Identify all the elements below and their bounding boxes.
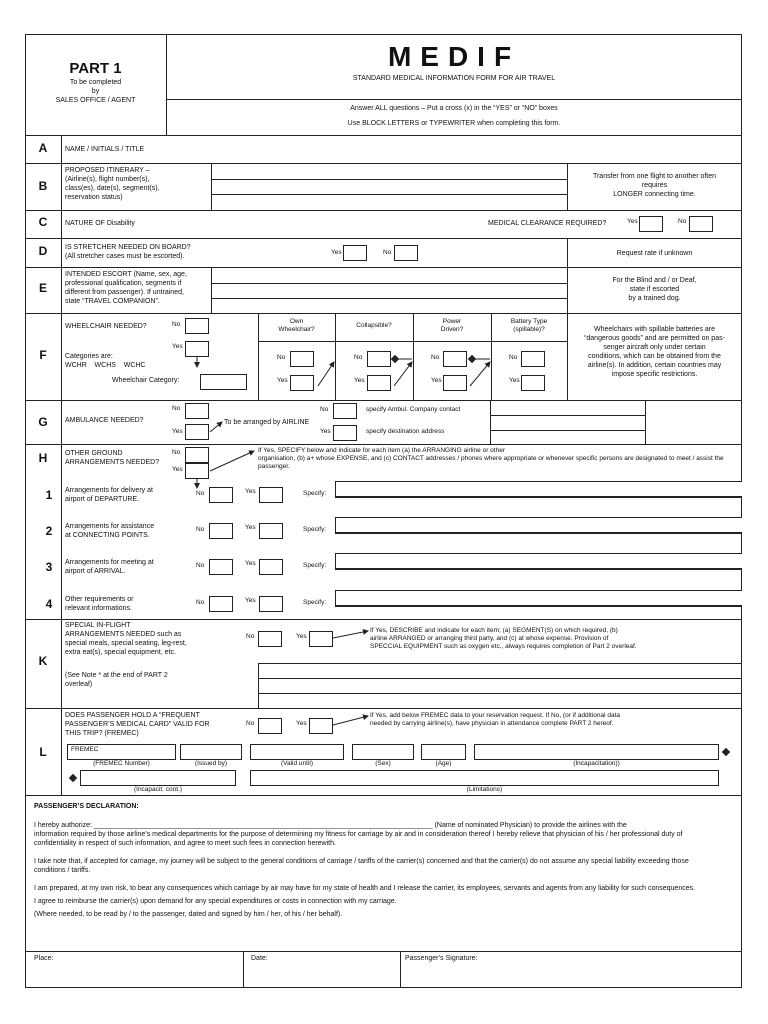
power-no-checkbox[interactable] [443, 351, 467, 367]
date-field[interactable]: Date: [251, 955, 268, 962]
declaration-carriage: I take note that, if accepted for carriage, my journey will be subject to the general conditions of carriage / tariffs of the carrier(s) concerned and that the carrier(s) do not assume any special liability exceeding those [34, 858, 689, 865]
fremec-limitations-caption: (Limitations) [466, 786, 503, 793]
categories-values: WCHR WCHS WCHC [65, 362, 146, 369]
escort-note-2: state if escorted [629, 286, 680, 293]
itinerary-label: PROPOSED ITINERARY – [65, 167, 150, 174]
battery-no-label: No [509, 354, 518, 361]
ground-no-checkbox[interactable] [185, 447, 209, 463]
ambulance-address-label: specify destination address [366, 428, 445, 435]
fremec-question-2: PASSENGER’S MEDICAL CARD” VALID FOR [65, 721, 210, 728]
inflight-label-4: extra eat(s), special equipment, etc. [65, 649, 176, 656]
itinerary-label-4: reservation status) [65, 194, 123, 201]
stretcher-yes-checkbox[interactable] [343, 245, 367, 261]
item-number: 1 [45, 488, 53, 502]
fremec-incap-cont-caption: (Incapacit. cont.) [133, 786, 183, 793]
fremec-number-caption: (FREMEC Number) [93, 760, 150, 767]
battery-note-6: impose specific restrictions. [611, 371, 698, 378]
declaration-risk: I am prepared, at my own risk, to bear any consequences which carriage by air may have for my state of health and I release the carrier, its employees, servants and agents from any liability for such consequences. [34, 885, 696, 892]
item-yes-label: Yes [245, 488, 256, 495]
item-yes-checkbox[interactable] [259, 596, 283, 612]
clearance-no-label: No [678, 218, 687, 225]
letter-k: K [38, 654, 48, 668]
inflight-label-6: overleaf) [65, 681, 93, 688]
fremec-issued-field[interactable] [180, 744, 242, 760]
inflight-note-1: If Yes, DESCRIBE and indicate for each item; (a) SEGMENT(S) on which required, (b) [370, 627, 618, 634]
letter-c: C [38, 215, 48, 229]
declaration-authorize: I hereby authorize: _______________________________________________________________________________________ (Name of nominated Physician) to provide the airlines with the [34, 822, 627, 829]
airline-arranged-label: To be arranged by AIRLINE [224, 419, 310, 426]
inflight-yes-label: Yes [296, 633, 307, 640]
stretcher-label: IS STRETCHER NEEDED ON BOARD? [65, 244, 191, 251]
clearance-no-checkbox[interactable] [689, 216, 713, 232]
item-label: Other requirements or [65, 596, 134, 603]
inflight-note-2: airline ARRANGED or arranging third party, and (c) at whose expense. Provision of [370, 635, 609, 642]
letter-d: D [38, 244, 48, 258]
battery-type-header-2: (spillable)? [513, 326, 545, 333]
item-no-label: No [196, 490, 205, 497]
ambulance-yes-label: Yes [172, 428, 183, 435]
item-label-2: relevant informations. [65, 605, 132, 612]
instruction-1: Answer ALL questions – Put a cross (x) in the “YES” or “NO” boxes [350, 105, 558, 112]
ground-yes-label: Yes [172, 466, 183, 473]
battery-no-checkbox[interactable] [521, 351, 545, 367]
declaration-authorize-3: confidentiality in respect of such information, and agree to meet such fees in connection herewith. [34, 840, 336, 847]
itinerary-note-1: Transfer from one flight to another often [592, 173, 717, 180]
name-label: NAME / INITIALS / TITLE [65, 146, 145, 153]
fremec-incapacitation-field[interactable] [474, 744, 719, 760]
escort-label-4: state “TRAVEL COMPANION”. [65, 298, 160, 305]
letter-g: G [38, 415, 48, 429]
stretcher-note: Request rate if unknown [616, 250, 693, 257]
categories-label: Categories are: [65, 353, 113, 360]
fremec-note-1: If Yes, add below FREMEC data to your reservation request. If No, (or if additional data [370, 712, 621, 719]
letter-l: L [39, 745, 47, 759]
item-no-label: No [196, 562, 205, 569]
collapsible-no-label: No [354, 354, 363, 361]
declaration-note: (Where needed, to be read by / to the passenger, dated and signed by him / her, of his / her behalf). [34, 911, 343, 918]
ambulance-company-no-label: No [320, 406, 329, 413]
inflight-label-3: special meals, special seating, leg-rest, [65, 640, 187, 647]
letter-h: H [38, 451, 48, 465]
battery-note-2: “dangerous goods” and are permitted on pas- [584, 335, 725, 342]
instruction-2: Use BLOCK LETTERS or TYPEWRITER when completing this form. [347, 120, 561, 127]
ground-no-label: No [172, 449, 181, 456]
item-yes-checkbox[interactable] [259, 559, 283, 575]
ground-note-3: passenger. [258, 463, 290, 470]
inflight-label-2: ARRANGEMENTS NEEDED such as [65, 631, 182, 638]
battery-yes-checkbox[interactable] [521, 375, 545, 391]
battery-note-5: airline(s). In addition, certain countries may [587, 362, 722, 369]
fremec-incapacitation-caption: (Incapacitation)) [573, 760, 620, 767]
part-sub2: by [91, 88, 100, 95]
item-no-checkbox[interactable] [209, 487, 233, 503]
inflight-no-label: No [246, 633, 255, 640]
ground-yes-checkbox[interactable] [185, 463, 209, 479]
clearance-label: MEDICAL CLEARANCE REQUIRED? [488, 220, 607, 227]
letter-b: B [38, 179, 48, 193]
stretcher-label-2: (All stretcher cases must be escorted). [65, 253, 185, 260]
stretcher-yes-label: Yes [331, 249, 342, 256]
item-no-checkbox[interactable] [209, 559, 233, 575]
item-specify-field[interactable] [335, 590, 742, 606]
item-specify-field[interactable] [335, 553, 742, 569]
form-subtitle: STANDARD MEDICAL INFORMATION FORM FOR AIR TRAVEL [352, 75, 556, 82]
escort-label: INTENDED ESCORT (Name, sex, age, [65, 271, 187, 278]
fremec-question: DOES PASSENGER HOLD A “FREQUENT [65, 712, 200, 719]
inflight-note-3: SPECCIAL EQUIPMENT such as oxygen etc., always requires completion of Part 2 overleaf. [370, 643, 637, 650]
fremec-valid-field[interactable] [250, 744, 344, 760]
fremec-issued-caption: (Issued by) [194, 760, 228, 767]
item-no-label: No [196, 526, 205, 533]
stretcher-no-label: No [383, 249, 392, 256]
ambulance-company-checkbox[interactable] [333, 403, 357, 419]
ambulance-no-checkbox[interactable] [185, 403, 209, 419]
form-title: MEDIF [387, 41, 521, 72]
item-specify-label: Specify: [303, 490, 327, 497]
item-specify-field[interactable] [335, 517, 742, 533]
fremec-limitations-field[interactable] [250, 770, 719, 786]
item-yes-checkbox[interactable] [259, 487, 283, 503]
own-wheelchair-header: Own [289, 318, 304, 325]
letter-a: A [38, 141, 48, 155]
item-no-label: No [196, 599, 205, 606]
own-yes-checkbox[interactable] [290, 375, 314, 391]
item-yes-label: Yes [245, 560, 256, 567]
escort-note-3: by a trained dog. [628, 295, 681, 302]
wheelchair-no-checkbox[interactable] [185, 318, 209, 334]
ambulance-label: AMBULANCE NEEDED? [65, 417, 144, 424]
item-label-2: airport of ARRIVAL. [65, 568, 126, 575]
item-specify-field[interactable] [335, 481, 742, 497]
place-field[interactable]: Place: [34, 955, 54, 962]
inflight-label: SPECIAL IN-FLIGHT [65, 622, 131, 629]
item-number: 3 [45, 560, 53, 574]
declaration-carriage-2: conditions / tariffs. [34, 867, 91, 874]
battery-note-3: senger aircraft only under certain [603, 344, 706, 351]
ground-arrangements-label: OTHER GROUND [65, 450, 123, 457]
itinerary-note-2: requires [641, 182, 668, 189]
inflight-no-checkbox[interactable] [258, 631, 282, 647]
fremec-sex-caption: (Sex) [375, 760, 391, 767]
item-label: Arrangements for assistance [65, 523, 155, 530]
item-no-checkbox[interactable] [209, 523, 233, 539]
itinerary-label-3: class(es), date(s), segment(s), [65, 185, 160, 192]
clearance-yes-checkbox[interactable] [639, 216, 663, 232]
part-sub3: SALES OFFICE / AGENT [55, 97, 136, 104]
disability-label: NATURE OF Disability [65, 220, 135, 227]
declaration-authorize-2: information required by those airline’s medical departments for the purpose of determining my fitness for carriage by air and in consideration thereof I hereby relieve that physician of his / her professional duty of [34, 831, 683, 838]
collapsible-header: Collapsible? [356, 322, 392, 329]
fremec-age-caption: (Age) [435, 760, 452, 767]
wheelchair-yes-label: Yes [172, 343, 183, 350]
fremec-sex-field[interactable] [352, 744, 414, 760]
part-sub1: To be completed [69, 79, 122, 86]
ambulance-company-label: specify Ambul. Company contact [366, 406, 461, 413]
battery-note-4: conditions, which can be obtained from the [588, 353, 721, 360]
ground-arrangements-label-2: ARRANGEMENTS NEEDED? [65, 459, 160, 466]
wheelchair-no-label: No [172, 321, 181, 328]
wheelchair-label: WHEELCHAIR NEEDED? [65, 323, 147, 330]
item-yes-checkbox[interactable] [259, 523, 283, 539]
declaration-title: PASSENGER’S DECLARATION: [34, 803, 139, 810]
collapsible-yes-label: Yes [354, 377, 365, 384]
fremec-age-field[interactable] [421, 744, 466, 760]
fremec-note-2: needed by carrying airline(s), have physician in attendance complete PART 2 hereof. [370, 720, 614, 727]
fremec-no-label: No [246, 720, 255, 727]
clearance-yes-label: Yes [627, 218, 638, 225]
wheelchair-category-label: Wheelchair Category: [112, 377, 180, 384]
own-yes-label: Yes [277, 377, 288, 384]
wheelchair-yes-checkbox[interactable] [185, 341, 209, 357]
ambulance-address-checkbox[interactable] [333, 425, 357, 441]
letter-e: E [38, 281, 47, 295]
stretcher-no-checkbox[interactable] [394, 245, 418, 261]
battery-type-header: Battery Type [510, 318, 548, 325]
battery-note-1: Wheelchairs with spillable batteries are [594, 326, 715, 333]
own-no-label: No [277, 354, 286, 361]
escort-label-3: different from passenger). If untrained, [65, 289, 184, 296]
item-yes-label: Yes [245, 524, 256, 531]
collapsible-no-checkbox[interactable] [367, 351, 391, 367]
ambulance-yes-checkbox[interactable] [185, 424, 209, 440]
item-number: 4 [45, 597, 53, 611]
power-driven-header: Power [442, 318, 462, 325]
power-yes-label: Yes [431, 377, 442, 384]
part-title: PART 1 [69, 60, 122, 77]
item-label: Arrangements for meeting at [65, 559, 154, 566]
item-specify-label: Specify: [303, 599, 327, 606]
item-no-checkbox[interactable] [209, 596, 233, 612]
ambulance-no-label: No [172, 405, 181, 412]
own-no-checkbox[interactable] [290, 351, 314, 367]
item-specify-label: Specify: [303, 526, 327, 533]
wheelchair-category-field[interactable] [200, 374, 247, 390]
item-number: 2 [45, 524, 53, 538]
power-driven-header-2: Driven? [440, 326, 464, 333]
escort-note-1: For the Blind and / or Deaf, [612, 277, 697, 284]
ground-note-1: If Yes, SPECIFY below and indicate for each item (a) the ARRANGING airline or other [258, 447, 505, 454]
escort-label-2: professional qualification, segments if [65, 280, 182, 287]
fremec-yes-label: Yes [296, 720, 307, 727]
fremec-field-label: FREMEC [71, 746, 99, 753]
inflight-yes-checkbox[interactable] [309, 631, 333, 647]
item-label: Arrangements for delivery at [65, 487, 153, 494]
item-specify-label: Specify: [303, 562, 327, 569]
fremec-yes-checkbox[interactable] [309, 718, 333, 734]
fremec-incapacitation-cont-field[interactable] [80, 770, 236, 786]
collapsible-yes-checkbox[interactable] [367, 375, 391, 391]
item-yes-label: Yes [245, 597, 256, 604]
declaration-reimburse: I agree to reimburse the carrier(s) upon demand for any special expenditures or costs in connection with my carriage. [34, 898, 397, 905]
fremec-no-checkbox[interactable] [258, 718, 282, 734]
battery-yes-label: Yes [509, 377, 520, 384]
own-wheelchair-header-2: Wheelchair? [278, 326, 315, 333]
item-label-2: airport of DEPARTURE. [65, 496, 140, 503]
letter-f: F [39, 348, 47, 362]
signature-field[interactable]: Passenger’s Signature: [405, 955, 478, 962]
itinerary-label-2: (Airline(s), flight number(s), [65, 176, 150, 183]
fremec-valid-caption: (Valid until) [280, 760, 314, 767]
item-label-2: at CONNECTING POINTS. [65, 532, 150, 539]
power-yes-checkbox[interactable] [443, 375, 467, 391]
power-no-label: No [431, 354, 440, 361]
fremec-question-3: THIS TRIP? (FREMEC) [65, 730, 139, 737]
ambulance-address-yes-label: Yes [320, 428, 331, 435]
ground-note-2: organisation, (b) a+ whose EXPENSE, and (c) CONTACT addresses / phones where appropriate or whenever specific persons are designated to meet / assist the [258, 455, 724, 462]
inflight-label-5: (See Note * at the end of PART 2 [65, 672, 168, 679]
itinerary-note-3: LONGER connecting time. [613, 191, 696, 198]
